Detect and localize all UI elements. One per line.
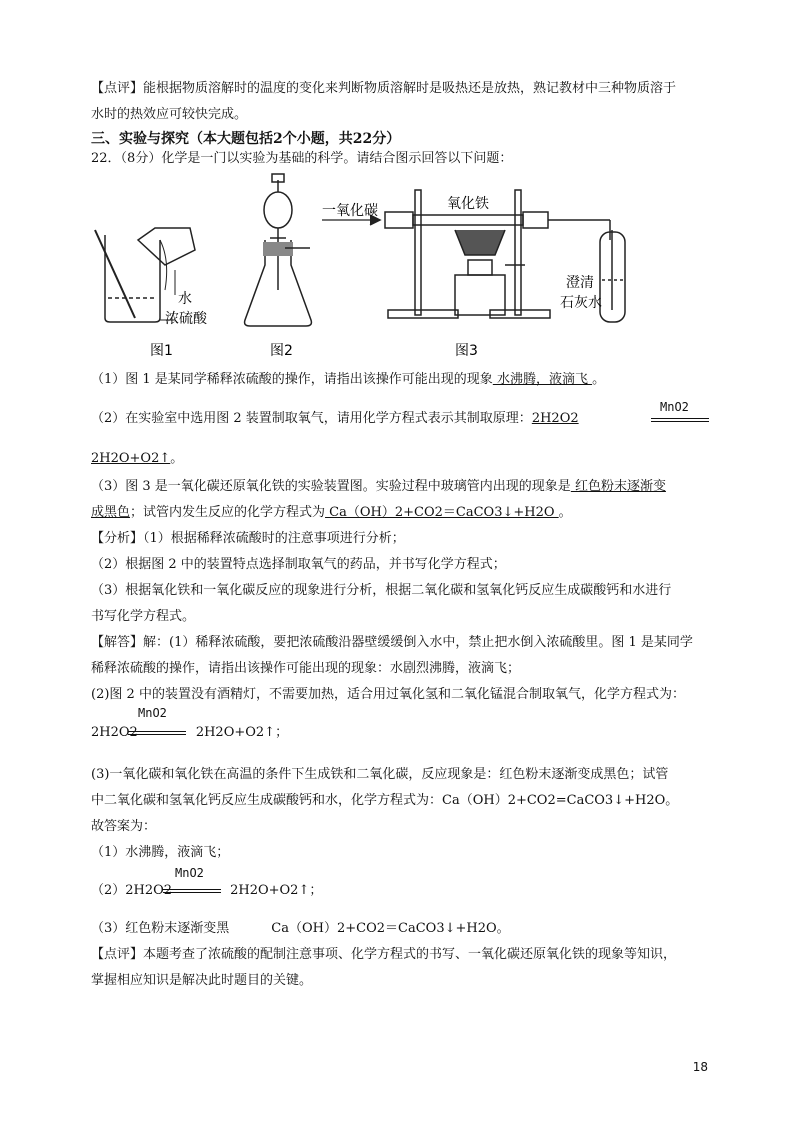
figure-2-flask (245, 174, 312, 326)
answer-2: （2）2H2O2 2H2O+O2↑； (91, 883, 323, 898)
label-water: 水 (178, 291, 192, 307)
q3-answer-2: Ca（OH）2+CO2＝CaCO3↓+H2O (325, 505, 559, 520)
intro-line-2: 水时的热效应可较快完成。 (91, 107, 248, 122)
label-co: 一氧化碳 (322, 203, 378, 219)
solution-line-5: 中二氧化碳和氢氧化钙反应生成碳酸钙和水，化学方程式为：Ca（OH）2+CO2=CaCO3↓+H2O。 (91, 793, 679, 808)
analysis-line-3: （3）根据氧化铁和一氧化碳反应的现象进行分析，根据二氧化碳和氢氧化钙反应生成碳酸钙和水进行 (91, 583, 672, 598)
label-limewater-2: 石灰水 (560, 295, 602, 311)
q2-cont: 2H2O+O2↑ (91, 451, 171, 466)
q3-answer-1b: 成黑色 (91, 505, 131, 520)
solution-equation: 2H2O2 2H2O+O2↑； (91, 725, 289, 740)
analysis-line-2: （2）根据图 2 中的装置特点选择制取氧气的药品，并书写化学方程式； (91, 557, 506, 572)
solution-line-1: 【解答】解：(1）稀释浓硫酸，要把浓硫酸沿器壁缓缓倒入水中，禁止把水倒入浓硫酸里。图 1 是某同学 (91, 635, 693, 650)
solution-line-2: 稀释浓硫酸的操作，请指出该操作可能出现的现象：水剧烈沸腾，液滴飞； (91, 661, 521, 676)
section-title: 三、实验与探究（本大题包括2个小题，共22分） (91, 131, 401, 147)
answer-3: （3）红色粉末逐渐变黑 Ca（OH）2+CO2＝CaCO3↓+H2O。 (91, 921, 510, 936)
q2-catalyst: MnO2 (660, 400, 689, 414)
q2-answer-lhs: 2H2O2 (531, 411, 579, 426)
q1-end: 。 (592, 372, 606, 387)
experiment-figures (0, 170, 800, 380)
label-limewater-1: 澄清 (566, 275, 594, 291)
q3-line-2: 成黑色；试管内发生反应的化学方程式为 Ca（OH）2+CO2＝CaCO3↓+H2O 。 (91, 505, 572, 520)
answer-1: （1）水沸腾，液滴飞； (91, 845, 230, 860)
answers-title: 故答案为： (91, 819, 157, 834)
q3-line-1: （3）图 3 是一氧化碳还原氧化铁的实验装置图。实验过程中玻璃管内出现的现象是 红色粉末逐渐变 (91, 479, 666, 494)
q2-text: （2）在实验室中选用图 2 装置制取氧气，请用化学方程式表示其制取原理： (91, 411, 532, 426)
answer-2-equals-bar (163, 889, 221, 893)
solution-equals-bar (128, 731, 186, 735)
intro-line-1: 【点评】能根据物质溶解时的温度的变化来判断物质溶解时是吸热还是放热，熟记教材中三种物质溶于 (91, 81, 677, 96)
figure-1-beaker (95, 228, 195, 322)
q2-equals-bar (651, 418, 709, 422)
solution-line-4: (3)一氧化碳和氧化铁在高温的条件下生成铁和二氧化碳，反应现象是：红色粉末逐渐变成黑色；试管 (91, 767, 669, 782)
q2-end: 。 (170, 451, 184, 466)
answer-2-catalyst: MnO2 (175, 866, 204, 880)
page-number: 18 (692, 1060, 708, 1074)
q2 (91, 410, 579, 428)
q3-answer-1a: 红色粉末逐渐变 (570, 479, 666, 494)
figure-1-label: 图1 (150, 343, 173, 359)
q1 (91, 371, 605, 389)
solution-line-3: (2)图 2 中的装置没有酒精灯，不需要加热，适合用过氧化氢和二氧化锰混合制取氧气，化学方程式为： (91, 687, 685, 702)
label-fe2o3: 氧化铁 (447, 196, 489, 212)
q1-text: （1）图 1 是某同学稀释浓硫酸的操作，请指出该操作可能出现的现象 (91, 372, 493, 387)
comment-line-1: 【点评】本题考查了浓硫酸的配制注意事项、化学方程式的书写、一氧化碳还原氧化铁的现象等知识， (91, 947, 677, 962)
analysis-line-4: 书写化学方程式。 (91, 609, 196, 624)
q2-continued (91, 450, 183, 468)
figure-3-label: 图3 (455, 343, 478, 359)
label-acid: 浓硫酸 (165, 311, 207, 327)
analysis-line-1: 【分析】（1）根据稀释浓硫酸时的注意事项进行分析； (91, 531, 405, 546)
q1-answer: 水沸腾，液滴飞 (492, 372, 593, 387)
comment-line-2: 掌握相应知识是解决此时题目的关键。 (91, 973, 313, 988)
solution-catalyst: MnO2 (138, 706, 167, 720)
question-stem: 22．（8分）化学是一门以实验为基础的科学。请结合图示回答以下问题： (91, 151, 513, 166)
figure-2-label: 图2 (270, 343, 293, 359)
